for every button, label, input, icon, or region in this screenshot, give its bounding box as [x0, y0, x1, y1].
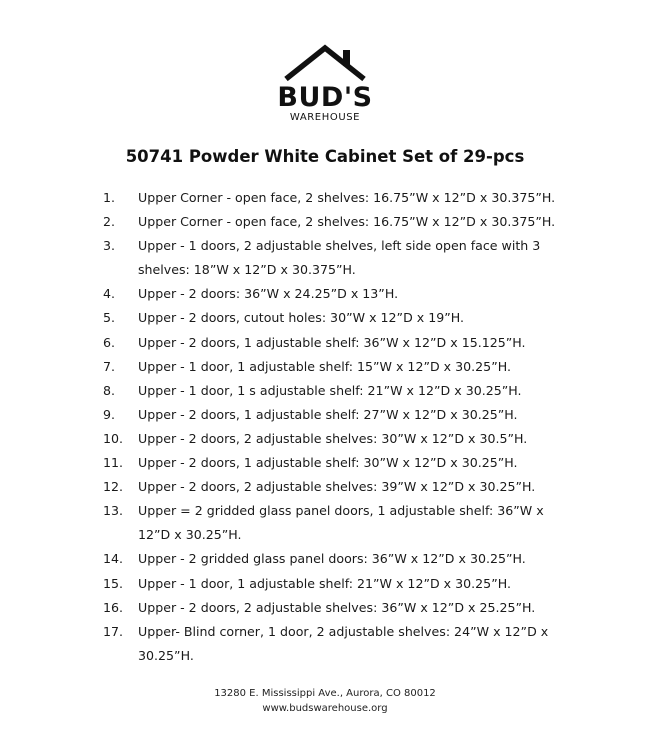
- list-item-number: 16.: [103, 599, 124, 615]
- list-item-number: 8.: [103, 382, 116, 398]
- list-item: [0, 547, 568, 571]
- list-item: [0, 572, 568, 596]
- list-item: [0, 379, 568, 403]
- list-item-text: Upper - 2 gridded glass panel doors: 36”W x 12”D x 30.25”H.: [138, 551, 526, 567]
- list-item-text: Upper Corner - open face, 2 shelves: 16.75”W x 12”D x 30.375”H.: [138, 214, 556, 230]
- list-item-number: 7.: [103, 358, 116, 374]
- list-item: [0, 451, 568, 475]
- house-roof-icon: [282, 44, 368, 82]
- list-item-number: 4.: [103, 286, 116, 302]
- list-item-text: Upper - 1 door, 1 adjustable shelf: 15”W x 12”D x 30.25”H.: [138, 358, 511, 374]
- list-item: [0, 306, 568, 330]
- list-item-number: 2.: [103, 214, 116, 230]
- list-item-text: Upper = 2 gridded glass panel doors, 1 adjustable shelf: 36”W x 12”D x 30.25”H.: [138, 503, 544, 543]
- list-item-text: Upper- Blind corner, 1 door, 2 adjustable shelves: 24”W x 12”D x 30.25”H.: [138, 623, 549, 663]
- list-item-text: Upper - 1 doors, 2 adjustable shelves, left side open face with 3 shelves: 18”W x 12”D x 30.375”H.: [138, 238, 541, 278]
- list-item: [0, 234, 568, 282]
- list-item-number: 11.: [103, 455, 124, 471]
- list-item-number: 13.: [103, 503, 124, 519]
- list-item-text: Upper - 2 doors, 2 adjustable shelves: 36”W x 12”D x 25.25”H.: [138, 599, 536, 615]
- cabinet-list: [0, 186, 650, 668]
- list-item-text: Upper - 2 doors: 36”W x 24.25”D x 13”H.: [138, 286, 399, 302]
- list-item-text: Upper - 1 door, 1 adjustable shelf: 21”W x 12”D x 30.25”H.: [138, 575, 511, 591]
- list-item-number: 17.: [103, 623, 124, 639]
- list-item: [0, 355, 568, 379]
- list-item: [0, 282, 568, 306]
- list-item-text: Upper Corner - open face, 2 shelves: 16.75”W x 12”D x 30.375”H.: [138, 190, 556, 205]
- list-item-number: 15.: [103, 575, 124, 591]
- list-item-text: Upper - 2 doors, cutout holes: 30”W x 12”D x 19”H.: [138, 310, 465, 326]
- list-item-number: 9.: [103, 406, 116, 422]
- list-item-text: Upper - 2 doors, 1 adjustable shelf: 30”W x 12”D x 30.25”H.: [138, 455, 518, 471]
- list-item-text: Upper - 2 doors, 1 adjustable shelf: 27”W x 12”D x 30.25”H.: [138, 406, 518, 422]
- logo-subtitle: WAREHOUSE: [289, 112, 361, 123]
- brand-logo: [0, 44, 650, 124]
- list-item: [0, 475, 568, 499]
- list-item-number: 14.: [103, 551, 124, 567]
- page-title: 50741 Powder White Cabinet Set of 29-pcs: [125, 147, 525, 166]
- list-item-number: 5.: [103, 310, 116, 326]
- list-item: [0, 620, 568, 668]
- list-item-text: Upper - 2 doors, 2 adjustable shelves: 39”W x 12”D x 30.25”H.: [138, 479, 536, 495]
- list-item-text: Upper - 2 doors, 2 adjustable shelves: 30”W x 12”D x 30.5”H.: [138, 430, 528, 446]
- logo-name: BUD'S: [277, 82, 373, 113]
- list-item: [0, 186, 568, 210]
- list-item-number: 1.: [103, 190, 116, 205]
- list-item: [0, 427, 568, 451]
- list-item: [0, 596, 568, 620]
- footer-address: 13280 E. Mississippi Ave., Aurora, CO 80012: [214, 688, 436, 699]
- footer-website: www.budswarehouse.org: [262, 703, 388, 714]
- list-item-number: 10.: [103, 430, 124, 446]
- footer: [0, 686, 650, 716]
- list-item-text: Upper - 2 doors, 1 adjustable shelf: 36”W x 12”D x 15.125”H.: [138, 334, 526, 350]
- list-item: [0, 331, 568, 355]
- list-item: [0, 499, 568, 547]
- list-item-number: 6.: [103, 334, 116, 350]
- list-item-number: 12.: [103, 479, 124, 495]
- list-item-number: 3.: [103, 238, 116, 254]
- list-item: [0, 403, 568, 427]
- list-item: [0, 210, 568, 234]
- list-item-text: Upper - 1 door, 1 s adjustable shelf: 21”W x 12”D x 30.25”H.: [138, 382, 522, 398]
